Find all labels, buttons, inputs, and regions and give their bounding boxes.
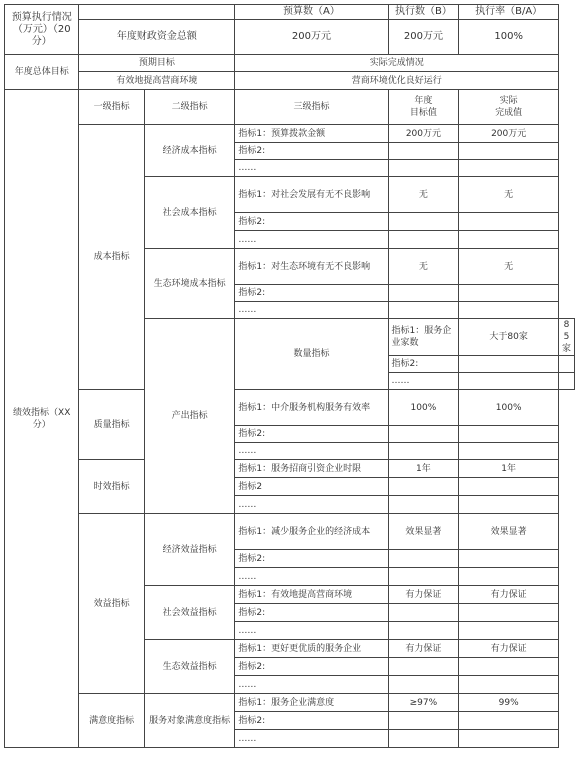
empty-cell xyxy=(459,622,559,640)
empty-cell xyxy=(559,356,575,373)
satisfaction-i2: 指标2: xyxy=(235,712,388,730)
performance-table xyxy=(4,4,575,748)
cost-econ-a1: 200万元 xyxy=(459,125,559,143)
perf-label: 绩效指标（XX分） xyxy=(5,90,79,748)
h-level3: 三级指标 xyxy=(235,90,388,125)
benefit-econ-a1: 效果显著 xyxy=(459,514,559,550)
col-rate: 执行率（B/A） xyxy=(459,5,559,20)
benefit-eco-a1: 有力保证 xyxy=(459,640,559,658)
output-time-i1: 指标1：服务招商引资企业时限 xyxy=(235,460,388,478)
empty-cell xyxy=(388,676,459,694)
output-time-dots: …… xyxy=(235,496,388,514)
budget-value: 200万元 xyxy=(235,20,388,55)
empty-cell xyxy=(459,285,559,302)
empty-cell xyxy=(459,496,559,514)
exec-value: 200万元 xyxy=(388,20,459,55)
cost-social-dots: …… xyxy=(235,231,388,249)
empty-cell xyxy=(459,676,559,694)
output-qty-dots: …… xyxy=(388,373,459,390)
h-actual xyxy=(459,90,559,125)
empty-cell xyxy=(459,213,559,231)
output-time-t1: 1年 xyxy=(388,460,459,478)
satisfaction-i1: 指标1：服务企业满意度 xyxy=(235,694,388,712)
benefit-econ-i2: 指标2: xyxy=(235,550,388,568)
col-exec: 执行数（B） xyxy=(388,5,459,20)
h-target-a: 年度 xyxy=(414,96,433,106)
h-target-b: 目标值 xyxy=(409,108,437,118)
benefit-econ-t1: 效果显著 xyxy=(388,514,459,550)
benefit-eco-i1: 指标1：更好更优质的服务企业 xyxy=(235,640,388,658)
empty-cell xyxy=(459,160,559,177)
output-qty-t1: 大于80家 xyxy=(459,319,559,356)
output-time-a1: 1年 xyxy=(459,460,559,478)
empty-cell xyxy=(388,730,459,748)
cost-eco-dots: …… xyxy=(235,302,388,319)
empty-cell xyxy=(388,231,459,249)
goal-label: 年度总体目标 xyxy=(5,55,79,90)
empty-cell xyxy=(459,443,559,460)
empty-cell xyxy=(459,231,559,249)
output-time: 时效指标 xyxy=(79,460,144,514)
empty-cell xyxy=(459,478,559,496)
benefit-social-t1: 有力保证 xyxy=(388,586,459,604)
benefit-social-i2: 指标2: xyxy=(235,604,388,622)
empty-cell xyxy=(459,712,559,730)
output-quality-t1: 100% xyxy=(388,390,459,426)
empty-cell xyxy=(459,658,559,676)
output-qty: 数量指标 xyxy=(235,319,388,390)
empty-cell xyxy=(388,426,459,443)
cost-social: 社会成本指标 xyxy=(144,177,235,249)
output-quality-i2: 指标2: xyxy=(235,426,388,443)
actual-label: 实际完成情况 xyxy=(235,55,559,72)
cost-eco-i1: 指标1：对生态环境有无不良影响 xyxy=(235,249,388,285)
benefit-l1: 效益指标 xyxy=(79,514,144,694)
output-quality-i1: 指标1：中介服务机构服务有效率 xyxy=(235,390,388,426)
output-qty-i2: 指标2: xyxy=(388,356,459,373)
rate-value: 100% xyxy=(459,20,559,55)
satisfaction-l1: 满意度指标 xyxy=(79,694,144,748)
cost-eco-a1: 无 xyxy=(459,249,559,285)
cost-eco-t1: 无 xyxy=(388,249,459,285)
empty-cell xyxy=(559,373,575,390)
expected-label: 预期目标 xyxy=(79,55,235,72)
benefit-eco-dots: …… xyxy=(235,676,388,694)
empty-cell xyxy=(388,478,459,496)
empty-cell xyxy=(388,143,459,160)
cost-social-i1: 指标1：对社会发展有无不良影响 xyxy=(235,177,388,213)
benefit-eco: 生态效益指标 xyxy=(144,640,235,694)
empty-cell xyxy=(459,604,559,622)
expected-value: 有效地提高营商环境 xyxy=(79,72,235,90)
empty-cell xyxy=(388,213,459,231)
cost-eco-i2: 指标2: xyxy=(235,285,388,302)
cost-econ-i2: 指标2: xyxy=(235,143,388,160)
output-qty-a1: 85家 xyxy=(559,319,575,356)
benefit-social-i1: 指标1：有效地提高营商环境 xyxy=(235,586,388,604)
empty-cell xyxy=(459,356,559,373)
cost-social-a1: 无 xyxy=(459,177,559,213)
benefit-social-dots: …… xyxy=(235,622,388,640)
benefit-econ-i1: 指标1：减少服务企业的经济成本 xyxy=(235,514,388,550)
cost-econ: 经济成本指标 xyxy=(144,125,235,177)
empty-cell xyxy=(388,443,459,460)
cost-eco: 生态环境成本指标 xyxy=(144,249,235,319)
empty-cell xyxy=(459,143,559,160)
satisfaction-l2: 服务对象满意度指标 xyxy=(144,694,235,748)
benefit-econ-dots: …… xyxy=(235,568,388,586)
satisfaction-dots: …… xyxy=(235,730,388,748)
benefit-econ: 经济效益指标 xyxy=(144,514,235,586)
fund-total-label: 年度财政资金总额 xyxy=(79,20,235,55)
budget-exec-label: 预算执行情况（万元）（20分） xyxy=(5,5,79,55)
empty-cell xyxy=(459,550,559,568)
output-l1: 产出指标 xyxy=(144,319,235,514)
output-quality-dots: …… xyxy=(235,443,388,460)
benefit-social: 社会效益指标 xyxy=(144,586,235,640)
h-actual-a: 实际 xyxy=(499,96,518,106)
cost-econ-dots: …… xyxy=(235,160,388,177)
empty-cell xyxy=(459,730,559,748)
benefit-eco-i2: 指标2: xyxy=(235,658,388,676)
empty-cell xyxy=(388,712,459,730)
h-level2: 二级指标 xyxy=(144,90,235,125)
empty-cell xyxy=(388,622,459,640)
h-actual-b: 完成值 xyxy=(495,108,523,118)
empty-cell xyxy=(388,604,459,622)
empty-cell xyxy=(388,285,459,302)
output-time-i2: 指标2 xyxy=(235,478,388,496)
empty-cell xyxy=(388,568,459,586)
empty-cell xyxy=(459,568,559,586)
cost-econ-t1: 200万元 xyxy=(388,125,459,143)
empty-cell xyxy=(79,5,235,20)
cost-l1: 成本指标 xyxy=(79,125,144,390)
empty-cell xyxy=(459,426,559,443)
empty-cell xyxy=(388,302,459,319)
benefit-social-a1: 有力保证 xyxy=(459,586,559,604)
satisfaction-a1: 99% xyxy=(459,694,559,712)
cost-social-t1: 无 xyxy=(388,177,459,213)
output-quality-a1: 100% xyxy=(459,390,559,426)
output-qty-i1: 指标1：服务企业家数 xyxy=(388,319,459,356)
h-level1: 一级指标 xyxy=(79,90,144,125)
empty-cell xyxy=(388,160,459,177)
satisfaction-t1: ≥97% xyxy=(388,694,459,712)
output-quality: 质量指标 xyxy=(79,390,144,460)
empty-cell xyxy=(459,302,559,319)
empty-cell xyxy=(388,496,459,514)
col-budget: 预算数（A） xyxy=(235,5,388,20)
empty-cell xyxy=(388,658,459,676)
cost-econ-i1: 指标1：预算拨款金额 xyxy=(235,125,388,143)
actual-value: 营商环境优化良好运行 xyxy=(235,72,559,90)
benefit-eco-t1: 有力保证 xyxy=(388,640,459,658)
cost-social-i2: 指标2: xyxy=(235,213,388,231)
h-target xyxy=(388,90,459,125)
empty-cell xyxy=(388,550,459,568)
empty-cell xyxy=(459,373,559,390)
